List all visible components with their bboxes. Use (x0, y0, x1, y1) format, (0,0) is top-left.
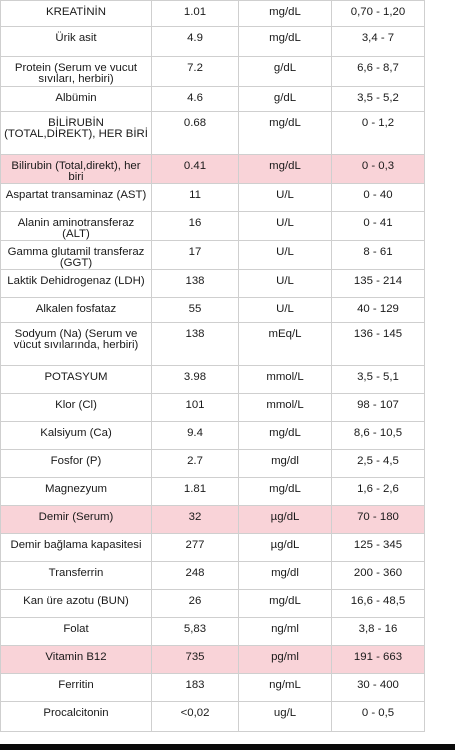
unit-cell: g/dL (239, 87, 332, 112)
reference-range-cell: 0 - 0,3 (332, 155, 425, 184)
result-cell: 16 (152, 212, 239, 241)
result-cell: 138 (152, 323, 239, 366)
test-name-cell: Gamma glutamil transferaz (GGT) (1, 241, 152, 270)
unit-cell: ng/mL (239, 674, 332, 702)
table-row (1, 57, 425, 87)
reference-range-cell: 16,6 - 48,5 (332, 590, 425, 618)
table-row (1, 590, 425, 618)
unit-cell: µg/dL (239, 506, 332, 534)
unit-cell: mg/dL (239, 27, 332, 57)
test-name-cell: Ferritin (1, 674, 152, 702)
unit-cell: µg/dL (239, 534, 332, 562)
result-cell: 32 (152, 506, 239, 534)
result-cell: 17 (152, 241, 239, 270)
test-name-cell: Albümin (1, 87, 152, 112)
unit-cell: mg/dL (239, 590, 332, 618)
reference-range-cell: 191 - 663 (332, 646, 425, 674)
table-row (1, 450, 425, 478)
table-row (1, 212, 425, 241)
reference-range-cell: 3,8 - 16 (332, 618, 425, 646)
test-name-cell: Protein (Serum ve vucut sıvıları, herbiri) (1, 57, 152, 87)
reference-range-cell: 136 - 145 (332, 323, 425, 366)
result-cell: 248 (152, 562, 239, 590)
test-name-cell: Transferrin (1, 562, 152, 590)
table-row (1, 702, 425, 732)
table-row (1, 155, 425, 184)
table-row (1, 1, 425, 27)
result-cell: 9.4 (152, 422, 239, 450)
unit-cell: mg/dL (239, 155, 332, 184)
result-cell: 1.81 (152, 478, 239, 506)
result-cell: <0,02 (152, 702, 239, 732)
reference-range-cell: 40 - 129 (332, 298, 425, 323)
test-name-cell: Demir bağlama kapasitesi (1, 534, 152, 562)
lab-results-body (1, 1, 425, 732)
table-row (1, 366, 425, 394)
test-name-cell: Fosfor (P) (1, 450, 152, 478)
unit-cell: mmol/L (239, 366, 332, 394)
result-cell: 183 (152, 674, 239, 702)
table-row (1, 646, 425, 674)
test-name-cell: KREATİNİN (1, 1, 152, 27)
unit-cell: mg/dL (239, 478, 332, 506)
test-name-cell: Procalcitonin (1, 702, 152, 732)
table-row (1, 478, 425, 506)
table-row (1, 618, 425, 646)
test-name-cell: Bilirubin (Total,direkt), her biri (1, 155, 152, 184)
test-name-cell: Aspartat transaminaz (AST) (1, 184, 152, 212)
result-cell: 11 (152, 184, 239, 212)
unit-cell: ng/ml (239, 618, 332, 646)
test-name-cell: Demir (Serum) (1, 506, 152, 534)
result-cell: 4.9 (152, 27, 239, 57)
unit-cell: U/L (239, 241, 332, 270)
reference-range-cell: 3,4 - 7 (332, 27, 425, 57)
unit-cell: pg/ml (239, 646, 332, 674)
table-row (1, 394, 425, 422)
table-row (1, 506, 425, 534)
result-cell: 138 (152, 270, 239, 298)
reference-range-cell: 3,5 - 5,2 (332, 87, 425, 112)
reference-range-cell: 2,5 - 4,5 (332, 450, 425, 478)
table-row (1, 270, 425, 298)
reference-range-cell: 0 - 40 (332, 184, 425, 212)
table-row (1, 298, 425, 323)
reference-range-cell: 1,6 - 2,6 (332, 478, 425, 506)
bottom-edge-bar (0, 744, 455, 750)
test-name-cell: Kalsiyum (Ca) (1, 422, 152, 450)
unit-cell: mg/dL (239, 112, 332, 155)
result-cell: 0.41 (152, 155, 239, 184)
result-cell: 101 (152, 394, 239, 422)
test-name-cell: Sodyum (Na) (Serum ve vücut sıvılarında, herbiri) (1, 323, 152, 366)
unit-cell: g/dL (239, 57, 332, 87)
reference-range-cell: 0 - 0,5 (332, 702, 425, 732)
reference-range-cell: 125 - 345 (332, 534, 425, 562)
unit-cell: mg/dL (239, 1, 332, 27)
result-cell: 277 (152, 534, 239, 562)
unit-cell: U/L (239, 270, 332, 298)
test-name-cell: BİLİRUBİN (TOTAL,DİREKT), HER BİRİ (1, 112, 152, 155)
result-cell: 2.7 (152, 450, 239, 478)
unit-cell: U/L (239, 298, 332, 323)
unit-cell: mg/dl (239, 562, 332, 590)
test-name-cell: Klor (Cl) (1, 394, 152, 422)
reference-range-cell: 70 - 180 (332, 506, 425, 534)
reference-range-cell: 8 - 61 (332, 241, 425, 270)
reference-range-cell: 0 - 41 (332, 212, 425, 241)
result-cell: 1.01 (152, 1, 239, 27)
unit-cell: mEq/L (239, 323, 332, 366)
reference-range-cell: 3,5 - 5,1 (332, 366, 425, 394)
table-row (1, 184, 425, 212)
unit-cell: mmol/L (239, 394, 332, 422)
result-cell: 7.2 (152, 57, 239, 87)
table-row (1, 562, 425, 590)
test-name-cell: Alkalen fosfataz (1, 298, 152, 323)
reference-range-cell: 8,6 - 10,5 (332, 422, 425, 450)
unit-cell: mg/dL (239, 422, 332, 450)
test-name-cell: Vitamin B12 (1, 646, 152, 674)
test-name-cell: Alanin aminotransferaz (ALT) (1, 212, 152, 241)
test-name-cell: POTASYUM (1, 366, 152, 394)
result-cell: 735 (152, 646, 239, 674)
test-name-cell: Laktik Dehidrogenaz (LDH) (1, 270, 152, 298)
reference-range-cell: 0 - 1,2 (332, 112, 425, 155)
result-cell: 5,83 (152, 618, 239, 646)
result-cell: 55 (152, 298, 239, 323)
result-cell: 4.6 (152, 87, 239, 112)
table-row (1, 27, 425, 57)
reference-range-cell: 6,6 - 8,7 (332, 57, 425, 87)
reference-range-cell: 30 - 400 (332, 674, 425, 702)
table-row (1, 87, 425, 112)
table-row (1, 422, 425, 450)
reference-range-cell: 200 - 360 (332, 562, 425, 590)
reference-range-cell: 135 - 214 (332, 270, 425, 298)
unit-cell: U/L (239, 184, 332, 212)
reference-range-cell: 98 - 107 (332, 394, 425, 422)
table-row (1, 674, 425, 702)
test-name-cell: Magnezyum (1, 478, 152, 506)
test-name-cell: Ürik asit (1, 27, 152, 57)
reference-range-cell: 0,70 - 1,20 (332, 1, 425, 27)
result-cell: 0.68 (152, 112, 239, 155)
test-name-cell: Folat (1, 618, 152, 646)
unit-cell: U/L (239, 212, 332, 241)
result-cell: 26 (152, 590, 239, 618)
table-row (1, 534, 425, 562)
table-row (1, 323, 425, 366)
table-row (1, 112, 425, 155)
test-name-cell: Kan üre azotu (BUN) (1, 590, 152, 618)
unit-cell: mg/dl (239, 450, 332, 478)
result-cell: 3.98 (152, 366, 239, 394)
table-row (1, 241, 425, 270)
unit-cell: ug/L (239, 702, 332, 732)
